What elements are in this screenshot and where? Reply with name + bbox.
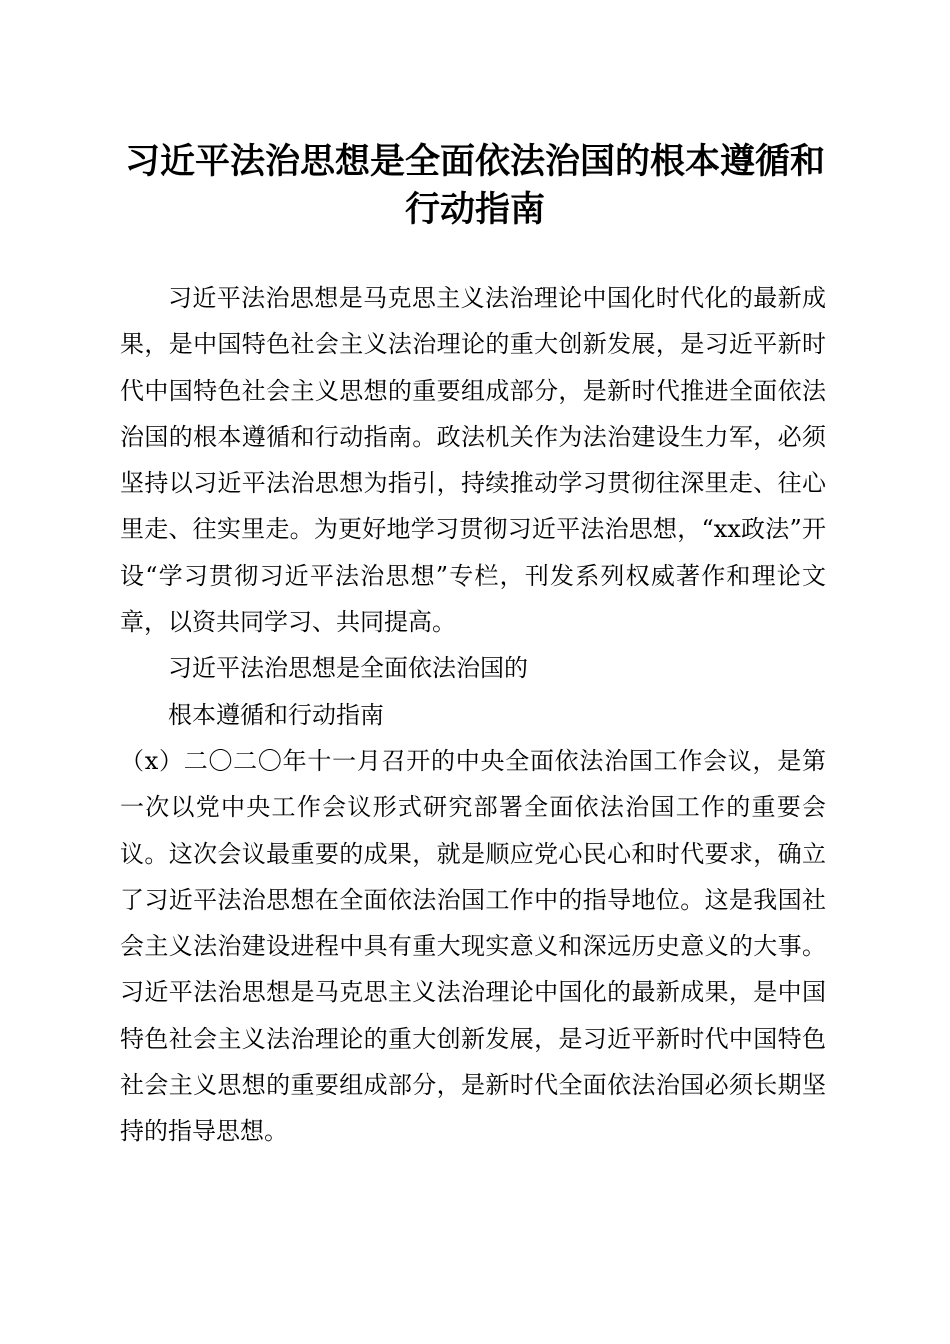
main-paragraph: （x）二〇二〇年十一月召开的中央全面依法治国工作会议，是第一次以党中央工作会议形式研究部署全面依法治国工作的重要会议。这次会议最重要的成果，就是顺应党心民心和时代要求，确立了习近平法治思想在全面依法治国工作中的指导地位。这是我国社会主义法治建设进程中具有重大现实意义和深远历史意义的大事。习近平法治思想是马克思主义法治理论中国化的最新成果，是中国特色社会主义法治理论的重大创新发展，是习近平新时代中国特色社会主义思想的重要组成部分，是新时代全面依法治国必须长期坚持的指导思想。 [120,746,826,1146]
subheading-line-1: 习近平法治思想是全面依法治国的 [168,654,528,683]
document-body [120,275,826,1155]
document-title: 习近平法治思想是全面依法治国的根本遵循和行动指南 [124,141,825,230]
intro-paragraph: 习近平法治思想是马克思主义法治理论中国化时代化的最新成果，是中国特色社会主义法治理论的重大创新发展，是习近平新时代中国特色社会主义思想的重要组成部分，是新时代推进全面依法治国的根本遵循和行动指南。政法机关作为法治建设生力军，必须坚持以习近平法治思想为指引，持续推动学习贯彻往深里走、往心里走、往实里走。为更好地学习贯彻习近平法治思想，“xx政法”开设“学习贯彻习近平法治思想”专栏，刊发系列权威著作和理论文章，以资共同学习、共同提高。 [120,284,826,637]
subheading-line-2: 根本遵循和行动指南 [168,700,384,729]
